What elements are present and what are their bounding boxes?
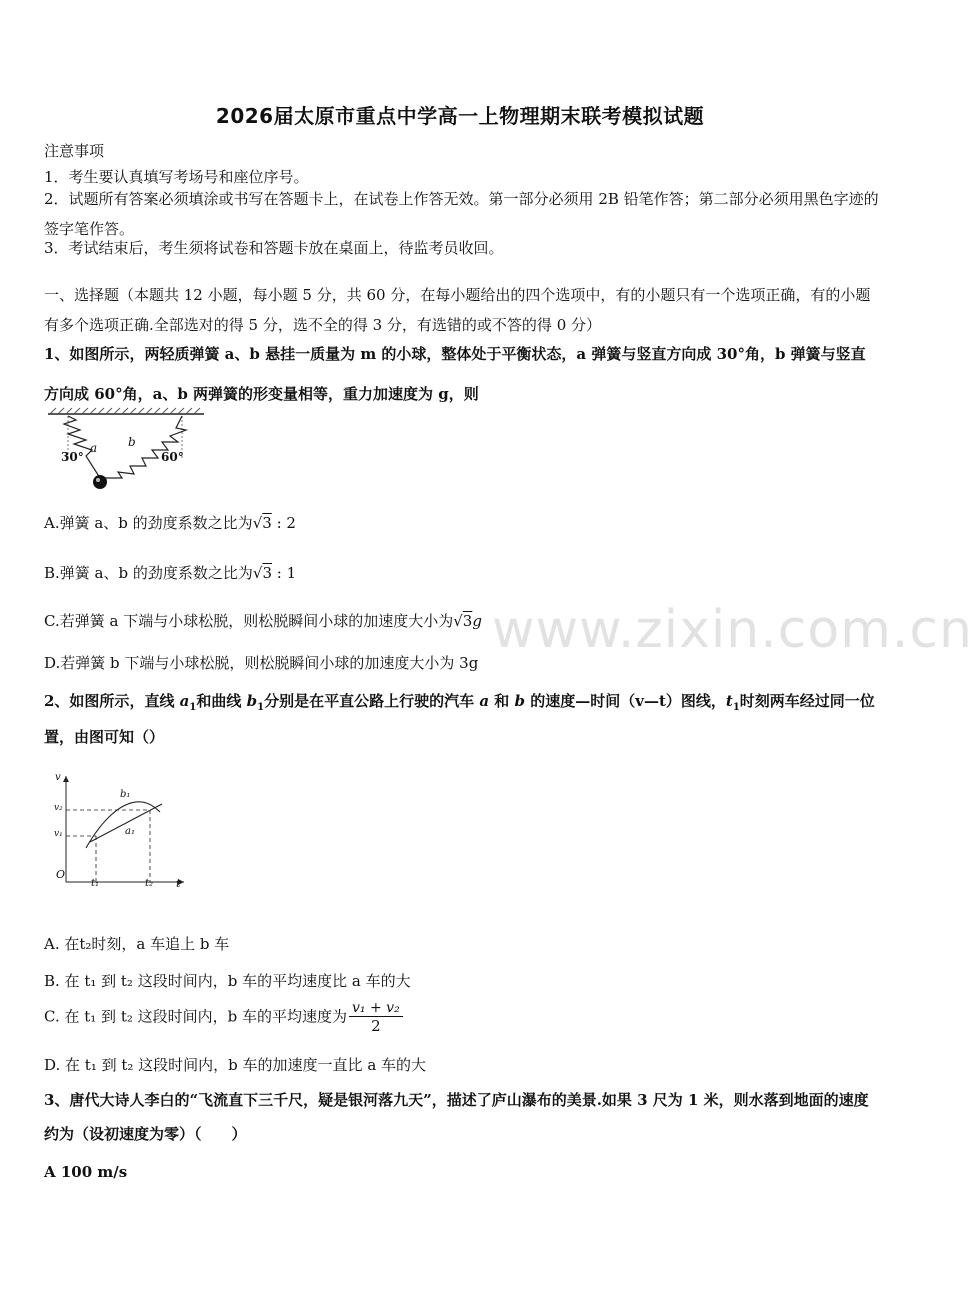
q1-option-c-radicand: 3 xyxy=(462,612,473,630)
q2-option-c-numerator: v₁ + v₂ xyxy=(349,1000,403,1017)
q1-option-b xyxy=(44,562,296,583)
q1-option-c-text: C.若弹簧 a 下端与小球松脱，则松脱瞬间小球的加速度大小为 xyxy=(44,612,454,630)
q1-option-b-tail: : 1 xyxy=(271,564,297,582)
q2-option-c-denominator: 2 xyxy=(371,1017,381,1035)
page-title: 2026届太原市重点中学高一上物理期末联考模拟试题 xyxy=(215,104,705,128)
q2-origin-label: O xyxy=(56,868,66,881)
q2-stem-segment: 和曲线 xyxy=(196,692,247,710)
q2-stem-line1: 2、如图所示，直线 $a_1$和曲线 $b_1$分别是在平直公路上行驶的汽车 a 和 b 的速度—时间（v—t）图线，$t_1$时刻两车经过同一位 xyxy=(44,692,875,713)
q2-option-a: A. 在t₂时刻，a 车追上 b 车 xyxy=(44,935,230,953)
q2-option-b: B. 在 t₁ 到 t₂ 这段时间内，b 车的平均速度比 a 车的大 xyxy=(44,972,411,990)
sqrt-symbol: √ xyxy=(252,514,263,532)
q2-stem-a: a xyxy=(479,692,490,710)
q1-label-a: a xyxy=(90,441,98,455)
q2-option-c xyxy=(44,1000,403,1035)
sqrt-symbol: √ xyxy=(453,612,463,630)
q2-stem-b: b xyxy=(514,692,525,710)
q2-stem-segment: 和 xyxy=(489,692,515,710)
q2-t1-label: t₁ xyxy=(91,878,100,889)
q1-option-b-radicand: 3 xyxy=(262,564,272,582)
q2-option-c-fraction xyxy=(349,1000,403,1035)
q2-v1-label: v₁ xyxy=(54,829,63,839)
section1-heading: 一、选择题（本题共 12 小题，每小题 5 分，共 60 分，在每小题给出的四个选项中，有的小题只有一个选项正确，有的小题有多个选项正确.全部选对的得 5 分，选不全的得 3 分，有选错的或不答的得 0 分） xyxy=(44,286,871,334)
q2-curve-b1-label: b₁ xyxy=(120,789,131,800)
q1-option-a-text: A.弹簧 a、b 的劲度系数之比为 xyxy=(44,514,253,532)
q2-vt-graph xyxy=(46,770,191,895)
sqrt-symbol: √ xyxy=(252,564,263,582)
q3-option-a: A 100 m/s xyxy=(44,1163,128,1181)
q1-angle-a: 30° xyxy=(61,450,84,464)
q1-option-a xyxy=(44,512,296,533)
q2-option-d: D. 在 t₁ 到 t₂ 这段时间内，b 车的加速度一直比 a 车的大 xyxy=(44,1056,427,1074)
q2-option-c-text: C. 在 t₁ 到 t₂ 这段时间内，b 车的平均速度为 xyxy=(44,1007,348,1026)
q2-stem-line2: 置，由图可知（） xyxy=(44,728,165,746)
q2-stem-b1: b xyxy=(246,692,258,710)
q1-option-a-tail: : 2 xyxy=(271,514,296,532)
q1-option-c xyxy=(44,610,482,631)
notice-item-3: 3．考试结束后，考生须将试卷和答题卡放在桌面上，待监考员收回。 xyxy=(44,239,504,257)
q2-stem-segment: 分别是在平直公路上行驶的汽车 xyxy=(264,692,480,710)
q1-angle-b: 60° xyxy=(161,450,184,464)
q1-stem: 1、如图所示，两轻质弹簧 a、b 悬挂一质量为 m 的小球，整体处于平衡状态，a 弹簧与竖直方向成 30°角，b 弹簧与竖直方向成 60°角，a、b 两弹簧的形变量相等，重力加速度为 g，则 xyxy=(44,345,866,403)
q2-v2-label: v₂ xyxy=(54,803,63,813)
q2-stem-segment: 的速度—时间（v—t）图线， xyxy=(525,692,726,710)
notice-heading: 注意事项 xyxy=(44,142,105,160)
watermark: www.zixin.com.cn xyxy=(492,600,973,660)
q1-option-a-radicand: 3 xyxy=(262,514,272,532)
q2-t2-label: t₂ xyxy=(145,878,154,889)
q1-option-b-text: B.弹簧 a、b 的劲度系数之比为 xyxy=(44,564,253,582)
q1-option-d: D.若弹簧 b 下端与小球松脱，则松脱瞬间小球的加速度大小为 3g xyxy=(44,654,479,672)
q2-axis-v-label: v xyxy=(55,772,61,783)
q2-stem-segment: 时刻两车经过同一位 xyxy=(739,692,875,710)
notice-item-2: 2．试题所有答案必须填涂或书写在答题卡上，在试卷上作答无效。第一部分必须用 2B 铅笔作答；第二部分必须用黑色字迹的签字笔作答。 xyxy=(44,190,879,238)
q2-axis-t-label: t xyxy=(176,877,181,890)
q2-stem-a1: a xyxy=(179,692,190,710)
q1-option-c-tail: g xyxy=(472,612,482,630)
q2-stem-segment: 2、如图所示，直线 xyxy=(44,692,180,710)
q2-stem-t1: t xyxy=(725,692,733,710)
notice-item-1: 1．考生要认真填写考场号和座位序号。 xyxy=(44,168,309,186)
q2-line-a1-label: a₁ xyxy=(125,826,135,837)
q3-stem: 3、唐代大诗人李白的“飞流直下三千尺，疑是银河落九天”，描述了庐山瀑布的美景.如果 3 尺为 1 米，则水落到地面的速度约为（设初速度为零）（ ） xyxy=(44,1091,869,1143)
q1-label-b: b xyxy=(128,435,136,449)
